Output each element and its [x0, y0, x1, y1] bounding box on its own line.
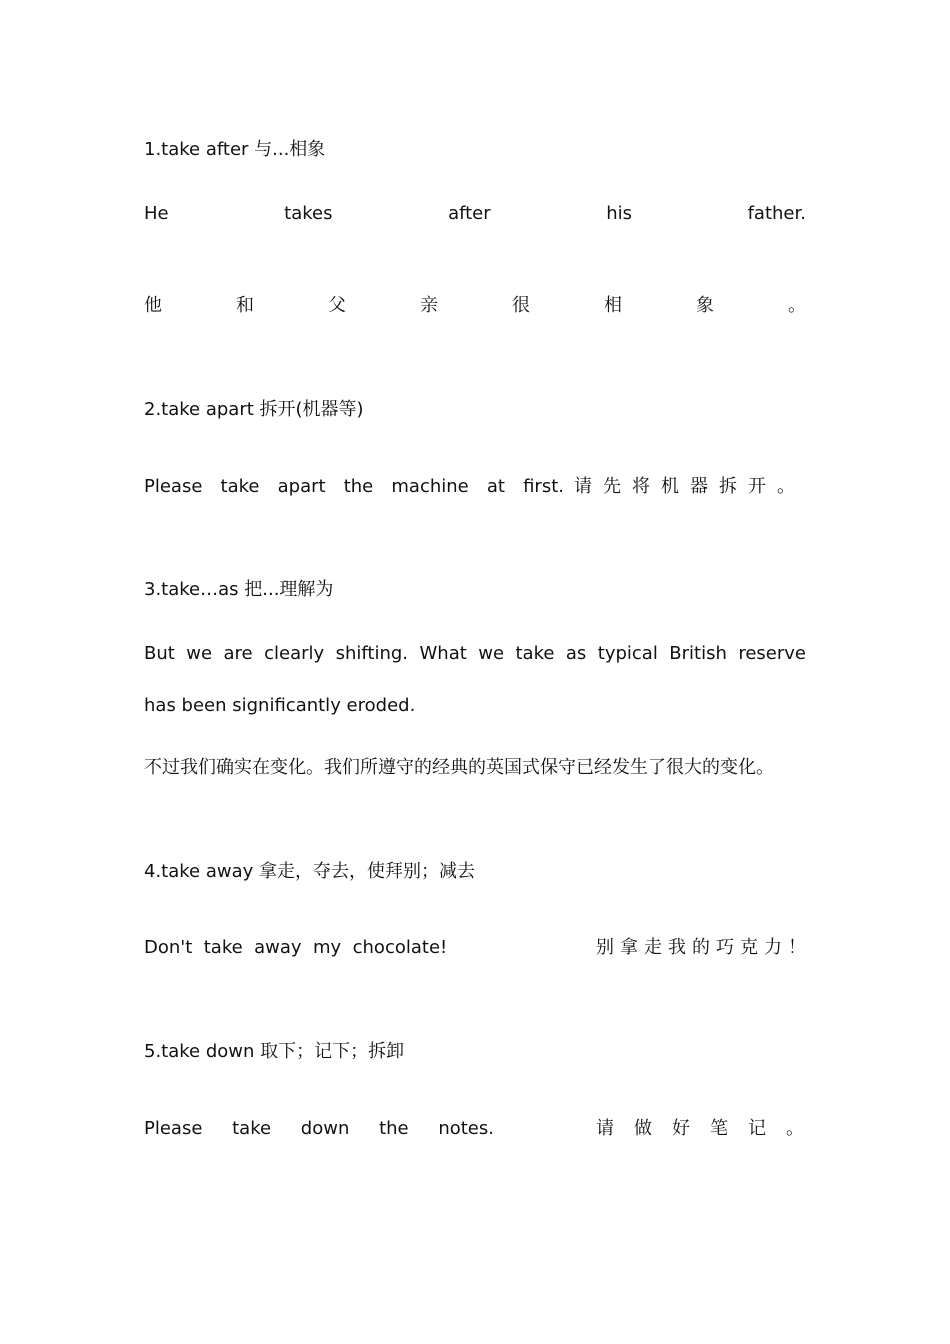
example-cn-take-after [144, 294, 806, 318]
heading-take-apart: 2.take apart 拆开(机器等) [144, 399, 364, 420]
word: the [343, 476, 374, 497]
heading-take-as: 3.take…as 把...理解为 [144, 579, 334, 600]
example-en-take-apart [144, 475, 564, 499]
word: apart [277, 476, 326, 497]
example-take-down [144, 1117, 824, 1141]
word: father. [747, 203, 806, 224]
word: his [606, 203, 633, 224]
char: 父 [328, 295, 346, 316]
char: 。 [788, 295, 806, 316]
word: take [232, 1118, 272, 1139]
char: 和 [236, 295, 254, 316]
heading-take-away: 4.take away 拿走，夺去，使拜别；减去 [144, 861, 475, 882]
example-take-apart [144, 475, 806, 499]
word: the [379, 1118, 409, 1139]
char: 相 [604, 295, 622, 316]
char: 象 [696, 295, 714, 316]
heading-take-down: 5.take down 取下；记下；拆卸 [144, 1041, 405, 1062]
example-en-take-down [144, 1117, 494, 1141]
word: Please [144, 476, 203, 497]
heading-take-after: 1.take after 与...相象 [144, 139, 326, 160]
word: down [300, 1118, 350, 1139]
word: takes [284, 203, 333, 224]
example-cn-take-as: 不过我们确实在变化。我们所遵守的经典的英国式保守已经发生了很大的变化。 [144, 757, 774, 778]
word: Please [144, 1118, 203, 1139]
char: 他 [144, 295, 162, 316]
example-en-take-as-line1: But we are clearly shifting. What we take as typical British reserve [144, 643, 806, 664]
word: after [448, 203, 491, 224]
word: at [486, 476, 505, 497]
word: first. [523, 476, 564, 497]
example-cn-take-away: 别拿走我的巧克力！ [596, 937, 812, 958]
word: machine [391, 476, 469, 497]
example-take-away [144, 936, 812, 960]
example-en-take-as-line2: has been significantly eroded. [144, 695, 416, 716]
word: notes. [438, 1118, 494, 1139]
char: 亲 [420, 295, 438, 316]
example-cn-take-apart: 请先将机器拆开。 [574, 476, 806, 497]
word: take [220, 476, 260, 497]
char: 很 [512, 295, 530, 316]
word: He [144, 203, 169, 224]
example-en-take-after [144, 202, 806, 226]
example-cn-take-down: 请做好笔记。 [596, 1118, 824, 1139]
example-en-take-away: Don't take away my chocolate! [144, 937, 448, 958]
